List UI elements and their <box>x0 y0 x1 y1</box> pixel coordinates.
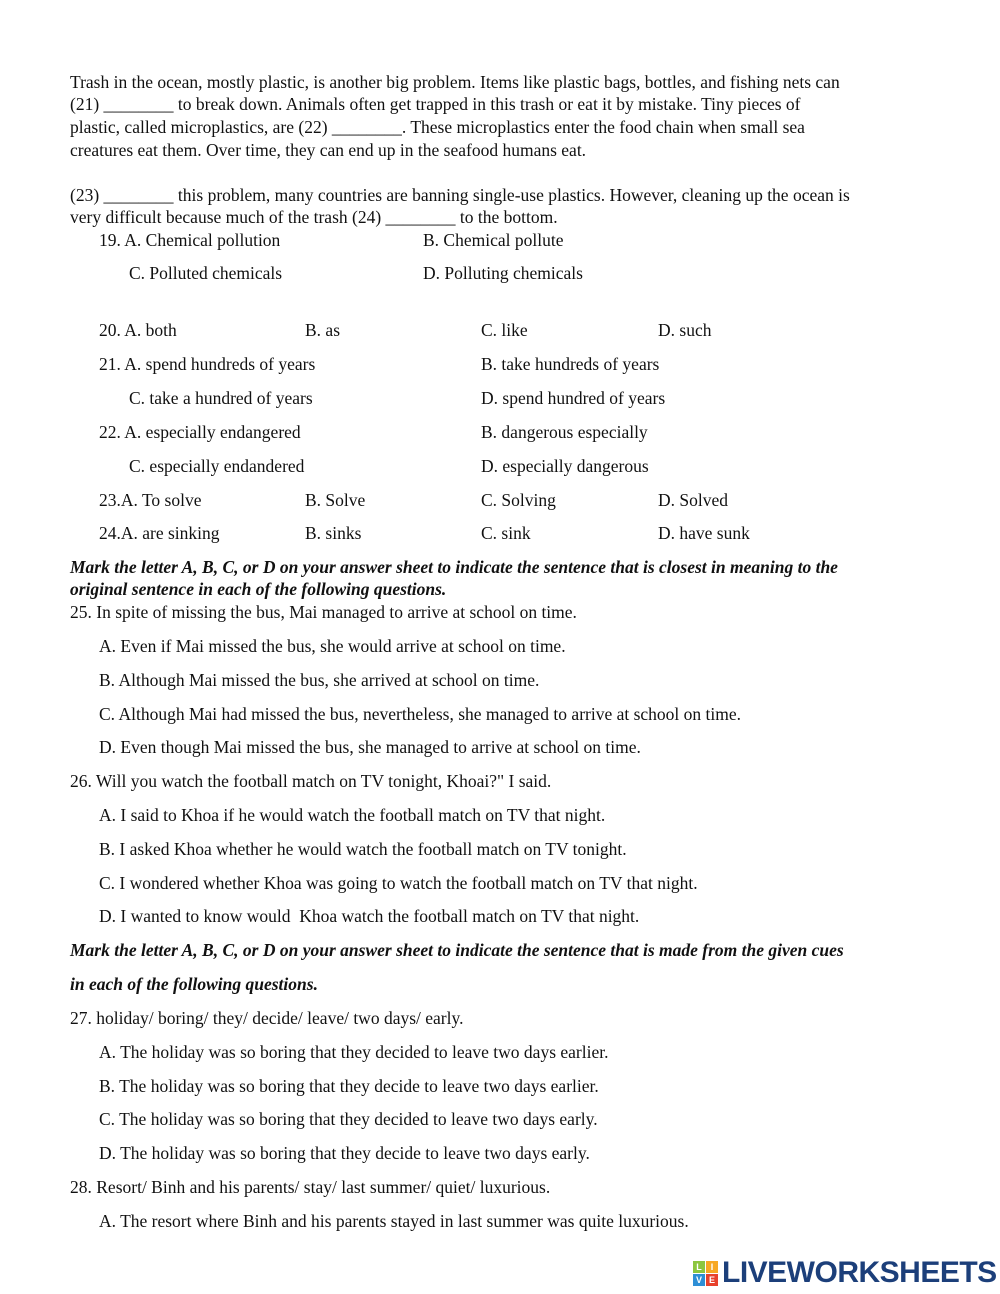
option-c[interactable]: C. I wondered whether Khoa was going to watch the football match on TV that night. <box>99 873 698 893</box>
passage-line: very difficult because much of the trash (24) ________ to the bottom. <box>70 207 558 227</box>
option-b[interactable]: B. I asked Khoa whether he would watch the football match on TV tonight. <box>99 839 627 859</box>
instruction-line: in each of the following questions. <box>70 974 318 994</box>
logo-wordmark: LIVEWORKSHEETS <box>722 1256 997 1289</box>
option-c[interactable]: C. take a hundred of years <box>129 388 313 408</box>
option-c[interactable]: C. The holiday was so boring that they decided to leave two days early. <box>99 1109 598 1129</box>
option-c[interactable]: C. like <box>481 320 528 340</box>
option-a[interactable]: 20. A. both <box>99 320 177 340</box>
option-c[interactable]: C. especially endandered <box>129 456 305 476</box>
passage-line: creatures eat them. Over time, they can end up in the seafood humans eat. <box>70 140 587 160</box>
option-d[interactable]: D. The holiday was so boring that they decide to leave two days early. <box>99 1143 590 1163</box>
option-d[interactable]: D. spend hundred of years <box>481 388 666 408</box>
option-d[interactable]: D. Solved <box>658 490 728 510</box>
option-d[interactable]: D. Polluting chemicals <box>423 263 583 283</box>
logo-cube-letter: E <box>706 1274 718 1286</box>
option-a[interactable]: 19. A. Chemical pollution <box>99 230 281 250</box>
option-b[interactable]: B. dangerous especially <box>481 422 648 442</box>
instruction-line: Mark the letter A, B, C, or D on your answer sheet to indicate the sentence that is made from the given cues <box>70 940 844 960</box>
option-a[interactable]: A. Even if Mai missed the bus, she would arrive at school on time. <box>99 636 566 656</box>
question-stem: 27. holiday/ boring/ they/ decide/ leave/ two days/ early. <box>70 1008 464 1028</box>
option-d[interactable]: D. such <box>658 320 712 340</box>
option-c[interactable]: C. Although Mai had missed the bus, nevertheless, she managed to arrive at school on time. <box>99 704 742 724</box>
option-a[interactable]: 22. A. especially endangered <box>99 422 301 442</box>
option-a[interactable]: A. The holiday was so boring that they decided to leave two days earlier. <box>99 1042 609 1062</box>
option-d[interactable]: D. Even though Mai missed the bus, she managed to arrive at school on time. <box>99 737 641 757</box>
passage-line: (21) ________ to break down. Animals often get trapped in this trash or eat it by mistake. Tiny pieces of <box>70 94 801 114</box>
option-c[interactable]: C. Polluted chemicals <box>129 263 283 283</box>
option-c[interactable]: C. sink <box>481 523 531 543</box>
option-b[interactable]: B. sinks <box>305 523 362 543</box>
option-a[interactable]: 21. A. spend hundreds of years <box>99 354 316 374</box>
logo-cube-letter: I <box>706 1261 718 1273</box>
question-stem: 26. Will you watch the football match on TV tonight, Khoai?" I said. <box>70 771 552 791</box>
option-a[interactable]: A. The resort where Binh and his parents stayed in last summer was quite luxurious. <box>99 1211 689 1231</box>
passage-line: Trash in the ocean, mostly plastic, is another big problem. Items like plastic bags, bottles, and fishing nets can <box>70 72 840 92</box>
question-stem: 25. In spite of missing the bus, Mai managed to arrive at school on time. <box>70 602 577 622</box>
instruction-line: original sentence in each of the following questions. <box>70 579 447 599</box>
passage-line: plastic, called microplastics, are (22) ________. These microplastics enter the food chain when small sea <box>70 117 805 137</box>
option-b[interactable]: B. as <box>305 320 340 340</box>
option-d[interactable]: D. especially dangerous <box>481 456 649 476</box>
option-d[interactable]: D. I wanted to know would Khoa watch the football match on TV that night. <box>99 906 640 926</box>
liveworksheets-logo <box>693 1256 997 1290</box>
option-a[interactable]: 24.A. are sinking <box>99 523 220 543</box>
option-b[interactable]: B. The holiday was so boring that they decide to leave two days earlier. <box>99 1076 599 1096</box>
option-a[interactable]: 23.A. To solve <box>99 490 202 510</box>
passage-line: (23) ________ this problem, many countries are banning single-use plastics. However, cleaning up the ocean is <box>70 185 850 205</box>
option-a[interactable]: A. I said to Khoa if he would watch the football match on TV that night. <box>99 805 606 825</box>
logo-cube-letter: L <box>693 1261 705 1273</box>
question-stem: 28. Resort/ Binh and his parents/ stay/ last summer/ quiet/ luxurious. <box>70 1177 551 1197</box>
instruction-line: Mark the letter A, B, C, or D on your answer sheet to indicate the sentence that is closest in meaning to the <box>70 557 838 577</box>
option-b[interactable]: B. Chemical pollute <box>423 230 564 250</box>
option-b[interactable]: B. take hundreds of years <box>481 354 660 374</box>
option-c[interactable]: C. Solving <box>481 490 556 510</box>
option-b[interactable]: B. Solve <box>305 490 366 510</box>
option-d[interactable]: D. have sunk <box>658 523 750 543</box>
logo-cube-letter: V <box>693 1274 705 1286</box>
logo-cube-icon <box>693 1261 718 1286</box>
option-b[interactable]: B. Although Mai missed the bus, she arrived at school on time. <box>99 670 540 690</box>
